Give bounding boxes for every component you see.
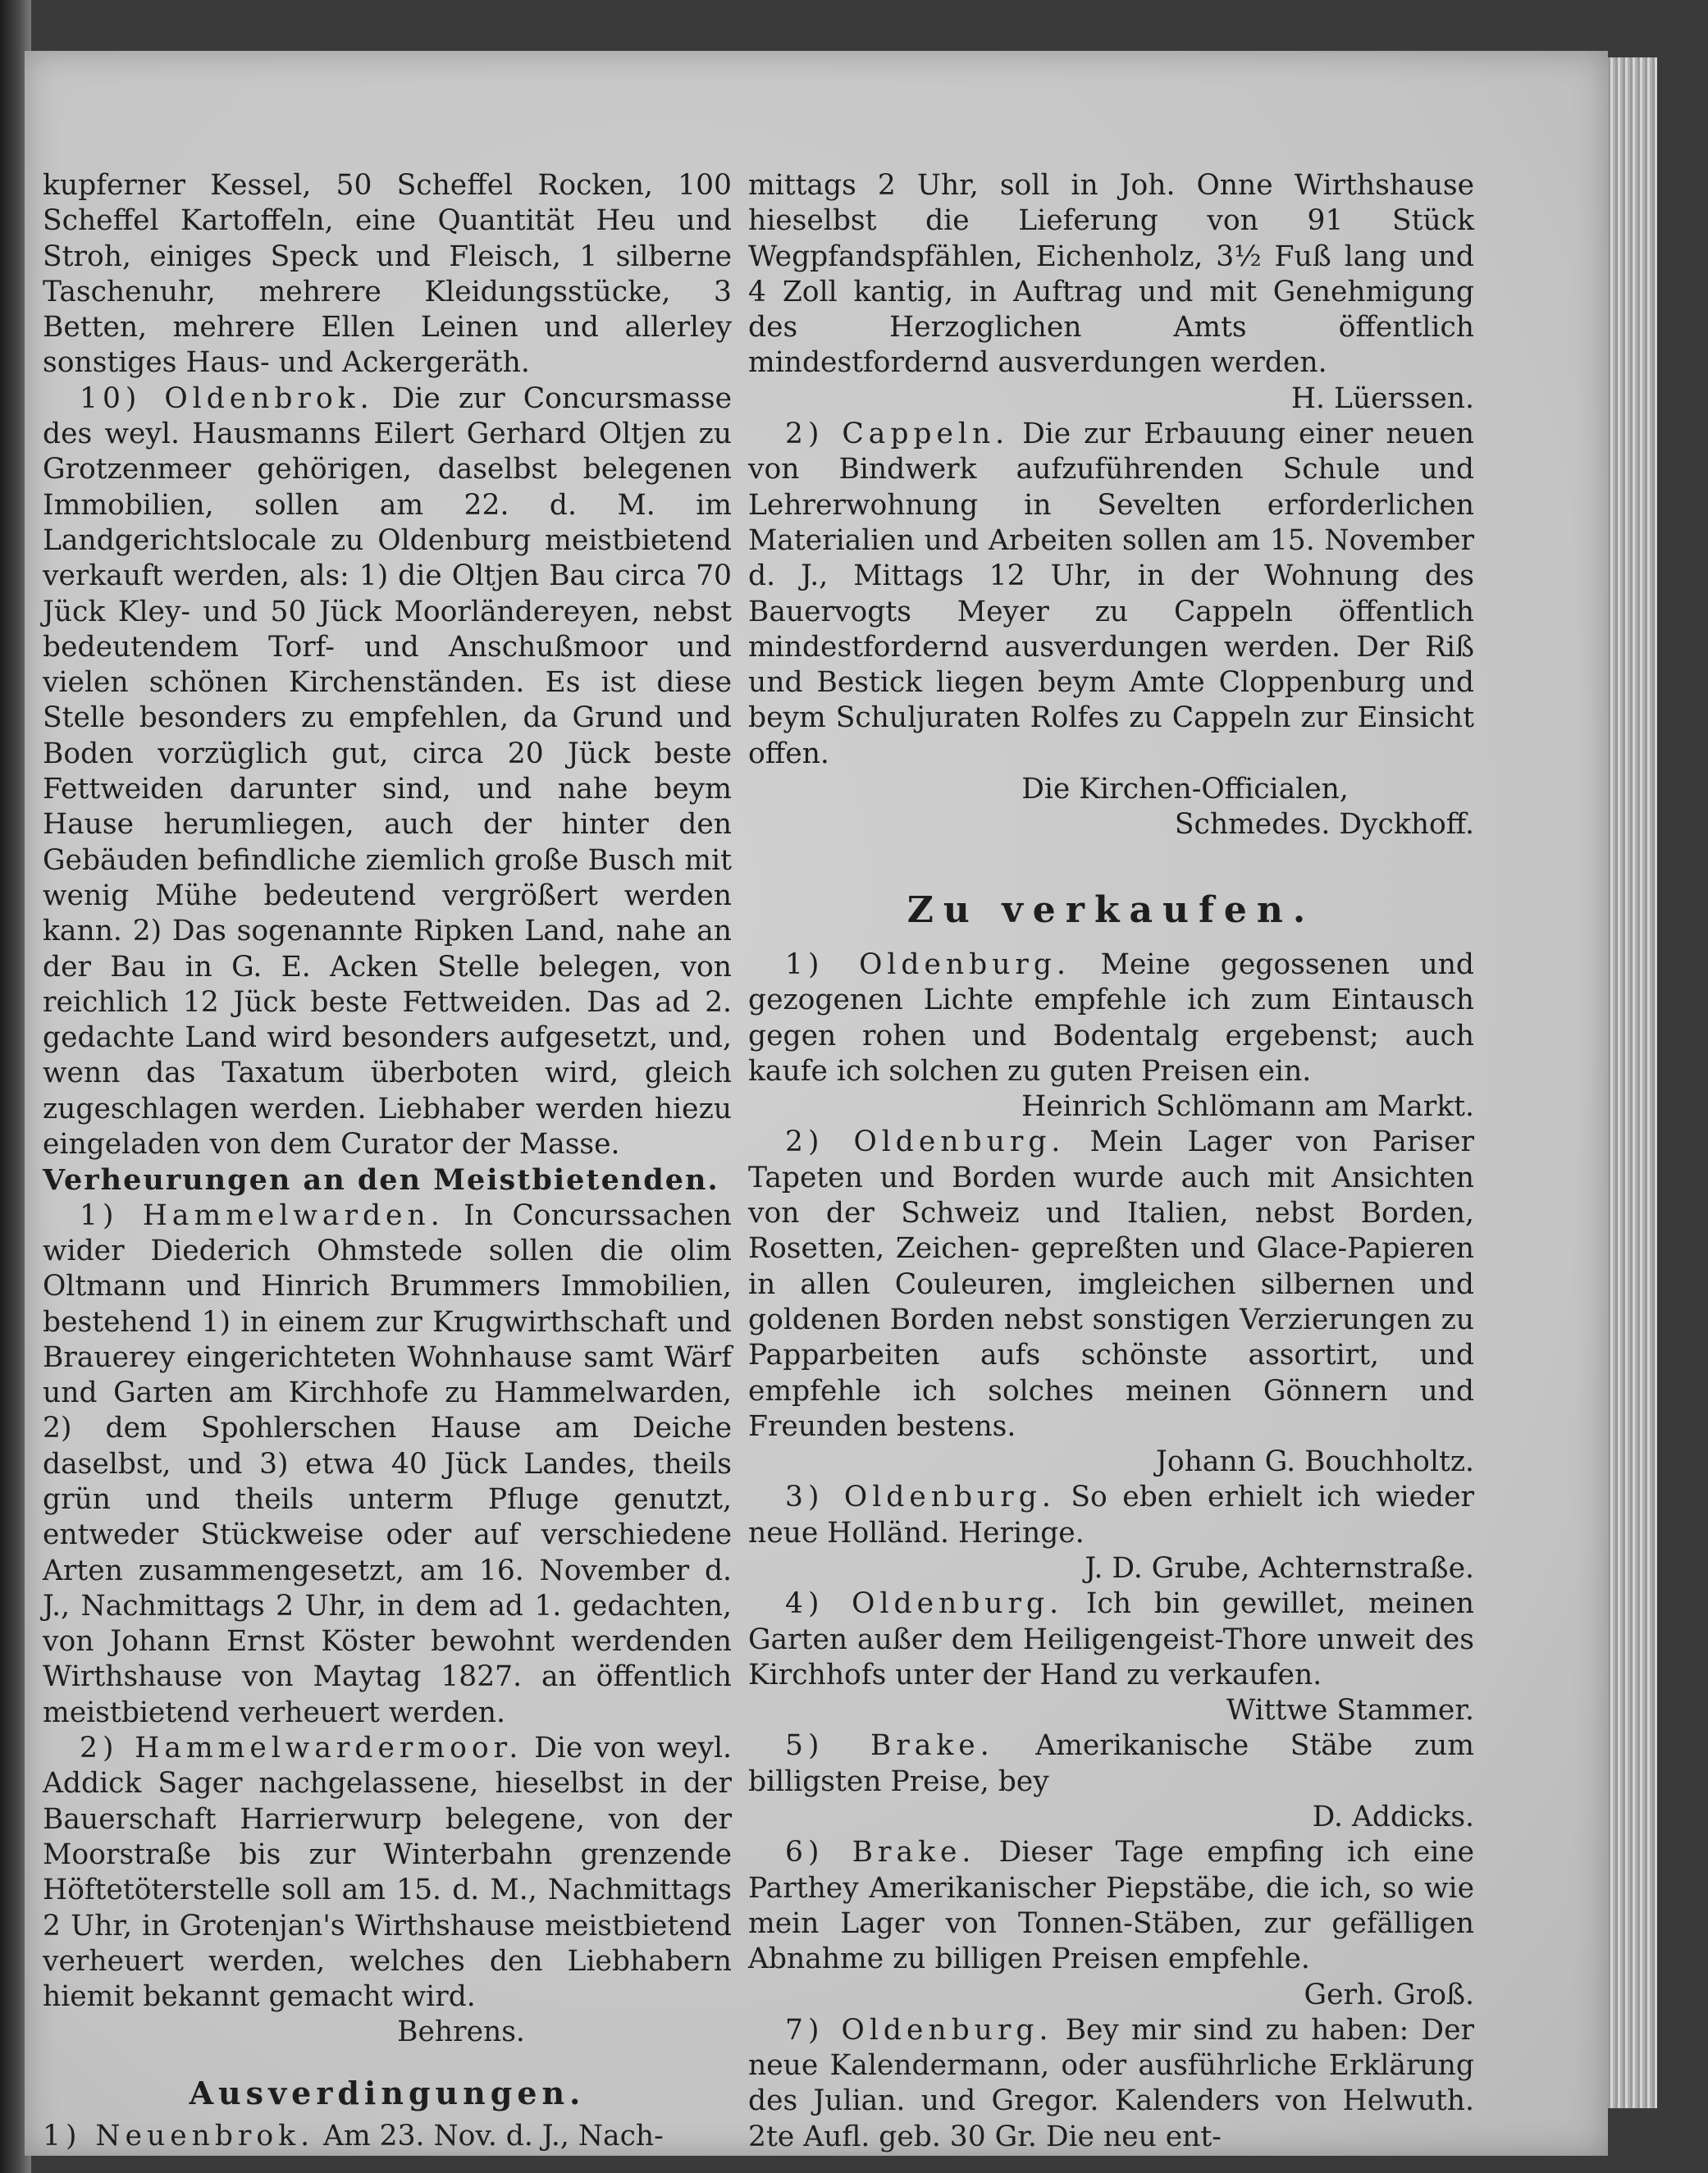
- entry-text: Am 23. Nov. d. J., Nach-: [323, 2120, 664, 2153]
- entry-text: Mein Lager von Pariser Tapeten und Borden wurde auch mit Ansichten von der Schweiz und Italien, nebst Borden, Rosetten, Zeichen- gepreßten und Glace-Papieren in allen Couleuren, imgleichen silbernen und goldenen Borden nebst sonstigen Verzierungen zu Papparbeiten aufs schönste assortirt, und empfehle ich solches meinen Gönnern und Freunden bestens.: [748, 1125, 1474, 1443]
- left-column: [43, 168, 732, 2154]
- signature: Heinrich Schlömann am Markt.: [1021, 1090, 1474, 1124]
- paragraph: kupferner Kessel, 50 Scheffel Rocken, 100 Scheffel Kartoffeln, eine Quantität Heu und Stroh, einiges Speck und Fleisch, 1 silberne Taschenuhr, mehrere Kleidungsstücke, 3 Betten, mehrere Ellen Leinen und allerley sonstiges Haus- und Ackergeräth.: [43, 169, 732, 380]
- entry-label: 2) Oldenburg.: [785, 1125, 1066, 1159]
- entry-label: 2) Hammelwardermoor.: [80, 1732, 523, 1765]
- entry-text: Ich bin gewillet, meinen Garten außer dem Heiligengeist-Thore unweit des Kirchhofs unter der Hand zu verkaufen.: [748, 1587, 1475, 1691]
- section-heading: Zu verkaufen.: [907, 888, 1316, 931]
- signature: Behrens.: [397, 2016, 525, 2049]
- entry-text: So eben erhielt ich wieder neue Holländ. Heringe.: [748, 1481, 1475, 1550]
- signature: Schmedes. Dyckhoff.: [1174, 808, 1474, 842]
- entry-label: 1) Oldenburg.: [785, 947, 1071, 981]
- entry-text: Die von weyl. Addick Sager nachgelassene, hieselbst in der Bauerschaft Harrierwurp belegene, von der Moorstraße bis zur Winterbahn grenzende Höftetöterstelle soll am 15. d. M., Nachmittags 2 Uhr, in Grotenjan's Wirthshause meistbietend verheuert werden, welches den Liebhabern hiemit bekannt gemacht wird.: [43, 1732, 733, 2014]
- entry-text: In Concurssachen wider Diederich Ohmstede sollen die olim Oltmann und Hinrich Brummers Immobilien, bestehend 1) in einem zur Krugwirthschaft und Brauerey eingerichteten Wohnhause samt Wärf und Garten am Kirchhofe zu Hammelwarden, 2) dem Spohlerschen Hause am Deiche daselbst, und 3) etwa 40 Jück Landes, theils grün und theils unterm Pfluge genutzt, entweder Stückweise oder auf verschiedene Arten zusammengesetzt, am 16. November d. J., Nachmittags 2 Uhr, in dem ad 1. gedachten, von Johann Ernst Köster bewohnt werdenden Wirthshause von Maytag 1827. an öffentlich meistbietend verheuert werden.: [43, 1198, 732, 1729]
- entry-label: 5) Brake.: [785, 1729, 994, 1763]
- entry-label: 7) Oldenburg.: [785, 2013, 1053, 2047]
- signature: Wittwe Stammer.: [1226, 1694, 1474, 1728]
- entry-text: Amerikanische Stäbe zum billigsten Preise, bey: [748, 1729, 1474, 1798]
- paragraph: [43, 1198, 732, 1731]
- entry-text: Die zur Erbauung einer neuen von Bindwerk aufzuführenden Schule und Lehrerwohnung in Sevelten erforderlichen Materialien und Arbeiten sollen am 15. November d. J., Mittags 12 Uhr, in der Wohnung des Bauervogts Meyer zu Cappeln öffentlich mindestfordernd ausverdungen werden. Der Riß und Bestick liegen beym Amte Cloppenburg und beym Schuljuraten Rolfes zu Cappeln zur Einsicht offen.: [748, 418, 1474, 770]
- entry-label: 6) Brake.: [785, 1836, 976, 1869]
- paragraph: [43, 381, 732, 1163]
- entry-label: 4) Oldenburg.: [785, 1587, 1064, 1621]
- signature: Gerh. Groß.: [1304, 1978, 1474, 2011]
- entry-text: Bey mir sind zu haben: Der neue Kalendermann, oder ausführliche Erklärung des Julian. und Gregor. Kalenders von Helwuth. 2te Aufl. geb. 30 Gr. Die neu ent-: [748, 2013, 1474, 2153]
- paragraph: [748, 2013, 1474, 2155]
- entry-label: 2) Cappeln.: [785, 418, 1010, 451]
- entry-label: 1) Hammelwarden.: [80, 1198, 445, 1232]
- paragraph: [748, 1480, 1474, 1551]
- paragraph: [43, 1731, 732, 2015]
- entry-text: Dieser Tage empfing ich eine Parthey Amerikanischer Piepstäbe, die ich, so wie mein Lager von Tonnen-Stäben, zur gefälligen Abnahme zu billigen Preisen empfehle.: [748, 1836, 1474, 1976]
- paragraph: [748, 1125, 1474, 1445]
- paragraph: [43, 2119, 732, 2154]
- right-column: [748, 168, 1474, 2155]
- entry-label: 10) Oldenbrok.: [80, 381, 374, 415]
- page-edges: [1608, 57, 1657, 2108]
- entry-label: 3) Oldenburg.: [785, 1481, 1056, 1514]
- entry-text: Meine gegossenen und gezogenen Lichte empfehle ich zum Eintausch gegen rohen und Bodentalg ergebenst; auch kaufe ich solchen zu guten Preisen ein.: [748, 947, 1475, 1088]
- signature: Die Kirchen-Officialen,: [1021, 773, 1349, 806]
- paragraph: [748, 947, 1474, 1089]
- signature: J. D. Grube, Achternstraße.: [1085, 1551, 1474, 1585]
- entry-label: 1) Neuenbrok.: [43, 2120, 315, 2153]
- signature: Johann G. Bouchholtz.: [1156, 1445, 1474, 1479]
- signature: H. Lüerssen.: [1290, 381, 1474, 415]
- paragraph: [748, 1835, 1474, 1977]
- paragraph: [748, 1728, 1474, 1800]
- paragraph: [748, 417, 1474, 772]
- paragraph: [748, 1586, 1474, 1693]
- section-heading: Verheurungen an den Meistbietenden.: [43, 1163, 719, 1198]
- entry-text: Die zur Concursmasse des weyl. Hausmanns Eilert Gerhard Oltjen zu Grotzenmeer gehörigen, daselbst belegenen Immobilien, sollen am 22. d. M. im Landgerichtslocale zu Oldenburg meistbietend verkauft werden, als: 1) die Oltjen Bau circa 70 Jück Kley- und 50 Jück Moorländereyen, nebst bedeutendem Torf- und Anschußmoor und vielen schönen Kirchenständen. Es ist diese Stelle besonders zu empfehlen, da Grund und Boden vorzüglich gut, circa 20 Jück beste Fettweiden darunter sind, und nahe beym Hause herumliegen, auch der hinter den Gebäuden befindliche ziemlich große Busch mit wenig Mühe bedeutend vergrößert werden kann. 2) Das sogenannte Ripken Land, nahe an der Bau in G. E. Acken Stelle belegen, von reichlich 12 Jück beste Fettweiden. Das ad 2. gedachte Land wird besonders aufgesetzt, und, wenn das Taxatum überboten wird, gleich zugeschlagen werden. Liebhaber werden hiezu eingeladen von dem Curator der Masse.: [43, 381, 733, 1162]
- signature: D. Addicks.: [1312, 1801, 1474, 1834]
- section-heading: Ausverdingungen.: [189, 2074, 586, 2111]
- paragraph: mittags 2 Uhr, soll in Joh. Onne Wirthshause hieselbst die Lieferung von 91 Stück Wegpfandspfählen, Eichenholz, 3½ Fuß lang und 4 Zoll kantig, in Auftrag und mit Genehmigung des Herzoglichen Amts öffentlich mindestfordernd ausverdungen werden.: [748, 169, 1474, 380]
